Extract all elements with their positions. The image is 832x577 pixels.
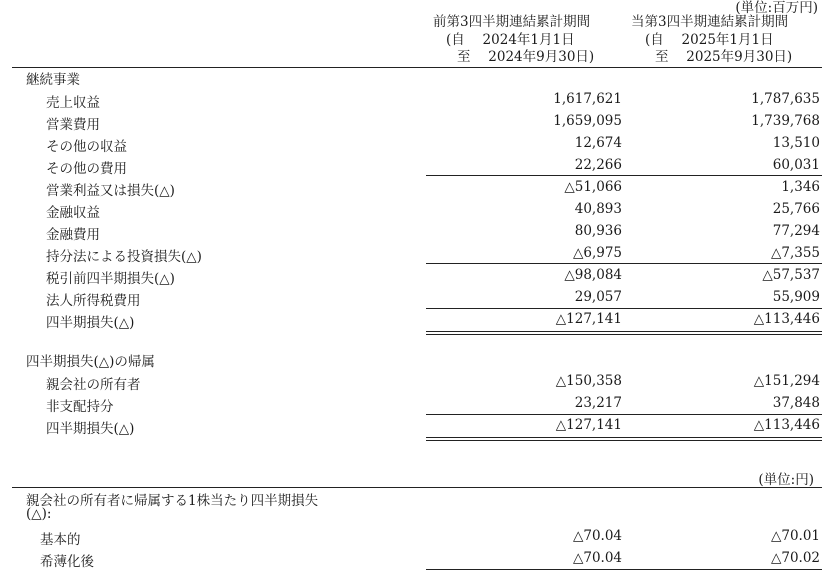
total-double-rule-top <box>624 331 822 332</box>
row-label: 非支配持分 <box>46 399 114 415</box>
table-row <box>0 221 832 243</box>
row-label: 親会社の所有者 <box>46 377 141 393</box>
table-row <box>0 393 832 415</box>
row-label: 基本的 <box>40 532 81 548</box>
row-label: 金融収益 <box>46 205 100 221</box>
table-row <box>0 243 832 265</box>
table-row <box>0 548 832 570</box>
table-row <box>0 287 832 309</box>
current-period-from: (自 2025年1月1日 <box>645 32 774 48</box>
prior-value: △98,084 <box>564 267 622 283</box>
bottom-rule <box>624 569 822 570</box>
current-value: △57,537 <box>762 267 820 283</box>
total-double-rule-bottom <box>426 440 624 441</box>
eps-header-rule <box>12 487 822 488</box>
current-value: △113,446 <box>753 417 820 433</box>
current-value: 60,031 <box>772 157 820 173</box>
current-value: 37,848 <box>772 395 820 411</box>
prior-value: 23,217 <box>574 395 622 411</box>
total-double-rule-bottom <box>624 440 822 441</box>
prior-value: 22,266 <box>574 157 622 173</box>
prior-value: △70.04 <box>572 528 622 544</box>
current-value: △70.01 <box>770 528 820 544</box>
eps-header-suffix: (△): <box>26 506 52 522</box>
subtotal-rule <box>426 175 624 176</box>
bottom-rule <box>426 569 624 570</box>
total-double-rule-bottom <box>624 334 822 335</box>
prior-value: 12,674 <box>574 135 622 151</box>
header-rule <box>12 67 822 68</box>
table-row <box>0 415 832 437</box>
attribution-header: 四半期損失(△)の帰属 <box>26 354 155 370</box>
total-double-rule-bottom <box>426 334 624 335</box>
prior-value: 40,893 <box>574 201 622 217</box>
row-label: 税引前四半期損失(△) <box>46 271 175 287</box>
table-row <box>0 309 832 331</box>
prior-value: △127,141 <box>555 311 622 327</box>
row-label: 法人所得税費用 <box>46 293 141 309</box>
current-value: 1,787,635 <box>751 91 820 107</box>
current-value: △113,446 <box>753 311 820 327</box>
current-period-title: 当第3四半期連結累計期間 <box>631 14 789 30</box>
prior-value: 80,936 <box>574 223 622 239</box>
subtotal-rule <box>624 175 822 176</box>
prior-value: 1,659,095 <box>553 113 622 129</box>
prior-value: 1,617,621 <box>553 91 622 107</box>
current-value: 1,346 <box>781 179 820 195</box>
subtotal-rule <box>624 263 822 264</box>
total-double-rule-top <box>426 437 624 438</box>
row-label: 四半期損失(△) <box>46 421 135 437</box>
prior-period-to: 至 2024年9月30日) <box>457 49 595 65</box>
current-value: 77,294 <box>772 223 820 239</box>
current-value: △7,355 <box>770 245 820 261</box>
prior-period-title: 前第3四半期連結累計期間 <box>433 14 591 30</box>
table-row <box>0 89 832 111</box>
current-value: 25,766 <box>772 201 820 217</box>
prior-value: △127,141 <box>555 417 622 433</box>
continuing-header: 継続事業 <box>26 72 80 88</box>
table-row <box>0 371 832 393</box>
table-row <box>0 111 832 133</box>
row-label: 希薄化後 <box>40 554 94 570</box>
row-label: 持分法による投資損失(△) <box>46 249 202 265</box>
current-value: △70.02 <box>770 550 820 566</box>
subtotal-rule <box>426 263 624 264</box>
table-row <box>0 265 832 287</box>
table-row <box>0 526 832 548</box>
current-period-to: 至 2025年9月30日) <box>655 49 793 65</box>
prior-value: △51,066 <box>564 179 622 195</box>
prior-period-from: (自 2024年1月1日 <box>446 32 575 48</box>
row-label: 営業費用 <box>46 117 100 133</box>
total-double-rule-top <box>426 331 624 332</box>
prior-value: △6,975 <box>572 245 622 261</box>
current-value: 1,739,768 <box>751 113 820 129</box>
current-value: △151,294 <box>753 373 820 389</box>
prior-value: △70.04 <box>572 550 622 566</box>
table-row <box>0 177 832 199</box>
row-label: 売上収益 <box>46 95 100 111</box>
table-row <box>0 155 832 177</box>
table-row <box>0 133 832 155</box>
row-label: 金融費用 <box>46 227 100 243</box>
table-row <box>0 199 832 221</box>
unit-label-bottom: (単位:円) <box>758 472 814 488</box>
row-label: 営業利益又は損失(△) <box>46 183 175 199</box>
current-value: 13,510 <box>772 135 820 151</box>
row-label: 四半期損失(△) <box>46 315 135 331</box>
row-label: その他の収益 <box>46 139 127 155</box>
eps-header: 親会社の所有者に帰属する1株当たり四半期損失 <box>26 493 319 509</box>
total-double-rule-top <box>624 437 822 438</box>
prior-value: 29,057 <box>574 289 622 305</box>
row-label: その他の費用 <box>46 161 127 177</box>
unit-label-top: (単位:百万円) <box>735 0 818 16</box>
prior-value: △150,358 <box>555 373 622 389</box>
current-value: 55,909 <box>772 289 820 305</box>
